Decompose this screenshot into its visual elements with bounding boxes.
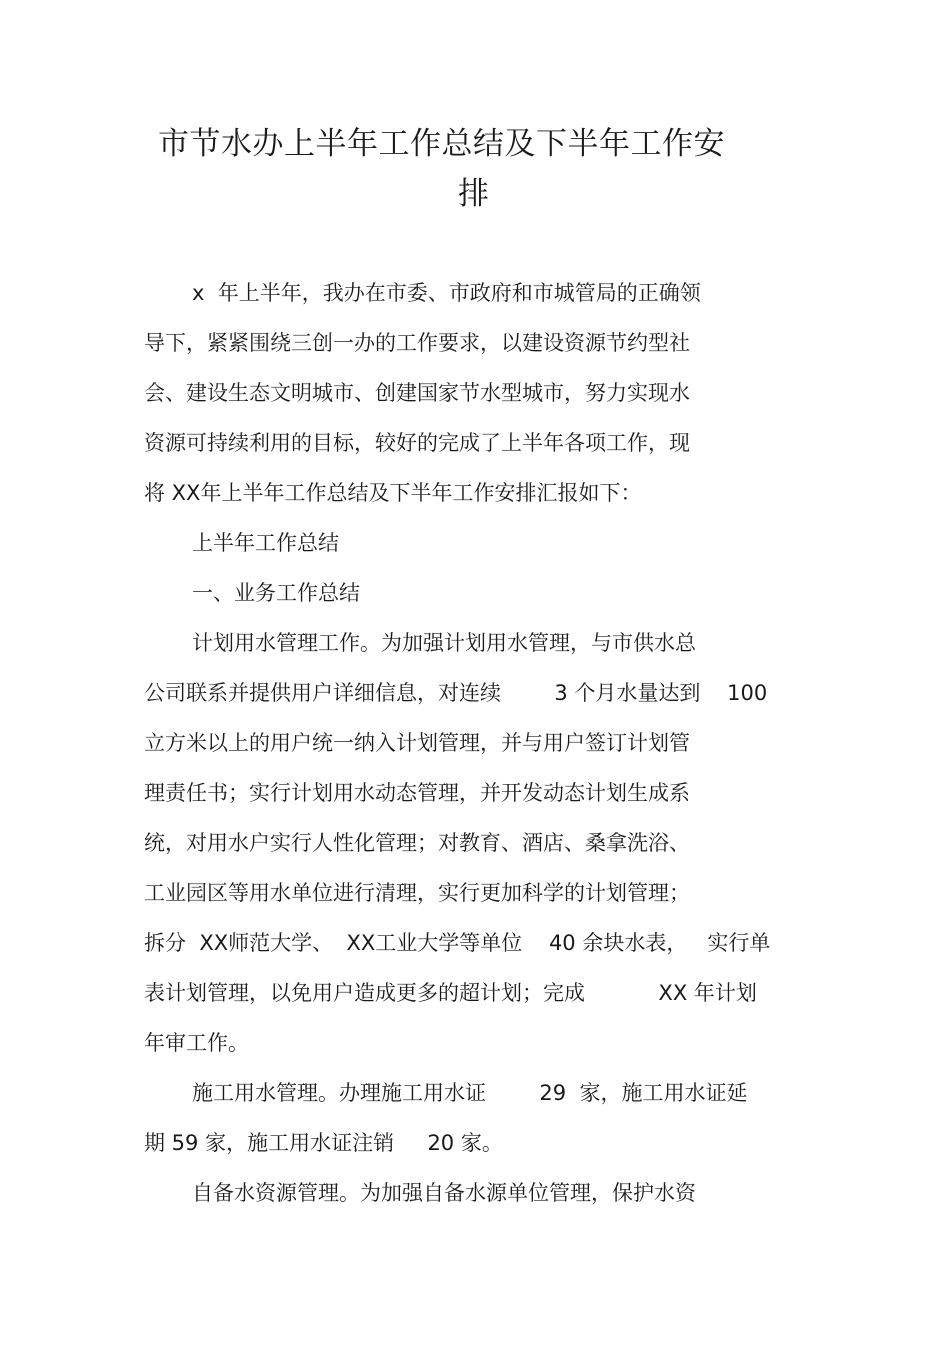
paragraph-2-line-9: 年审工作。	[144, 1031, 249, 1055]
section-heading: 上半年工作总结	[192, 531, 339, 555]
paragraph-3-line-2: 期 59 家，施工用水证注销 20 家。	[144, 1131, 503, 1155]
paragraph-1-line-2: 导下，紧紧围绕三创一办的工作要求，以建设资源节约型社	[144, 331, 690, 355]
paragraph-1-line-4: 资源可持续利用的目标，较好的完成了上半年各项工作，现	[144, 431, 690, 455]
subsection-heading: 一、业务工作总结	[192, 581, 360, 605]
paragraph-2-line-8: 表计划管理，以免用户造成更多的超计划；完成 XX 年计划	[144, 981, 757, 1005]
paragraph-3-line-1: 施工用水管理。办理施工用水证 29 家，施工用水证延	[192, 1081, 748, 1105]
paragraph-4-line-1: 自备水资源管理。为加强自备水源单位管理，保护水资	[192, 1181, 696, 1205]
paragraph-2-line-2: 公司联系并提供用户详细信息，对连续 3 个月水量达到 100	[144, 681, 768, 705]
paragraph-2-line-4: 理责任书；实行计划用水动态管理，并开发动态计划生成系	[144, 781, 690, 805]
paragraph-2-line-5: 统，对用水户实行人性化管理；对教育、酒店、桑拿洗浴、	[144, 831, 690, 855]
paragraph-2-line-1: 计划用水管理工作。为加强计划用水管理，与市供水总	[192, 631, 696, 655]
paragraph-1-line-1: x 年上半年，我办在市委、市政府和市城管局的正确领	[192, 281, 701, 305]
paragraph-2-line-6: 工业园区等用水单位进行清理，实行更加科学的计划管理；	[144, 881, 690, 905]
paragraph-1-line-3: 会、建设生态文明城市、创建国家节水型城市，努力实现水	[144, 381, 690, 405]
paragraph-2-line-3: 立方米以上的用户统一纳入计划管理，并与用户签订计划管	[144, 731, 690, 755]
paragraph-2-line-7: 拆分 XX师范大学、 XX工业大学等单位 40 余块水表， 实行单	[144, 931, 771, 955]
page-title-line-2: 排	[458, 176, 489, 212]
page-title-line-1: 市节水办上半年工作总结及下半年工作安	[158, 126, 725, 162]
paragraph-1-line-5: 将 XX年上半年工作总结及下半年工作安排汇报如下：	[144, 481, 642, 505]
